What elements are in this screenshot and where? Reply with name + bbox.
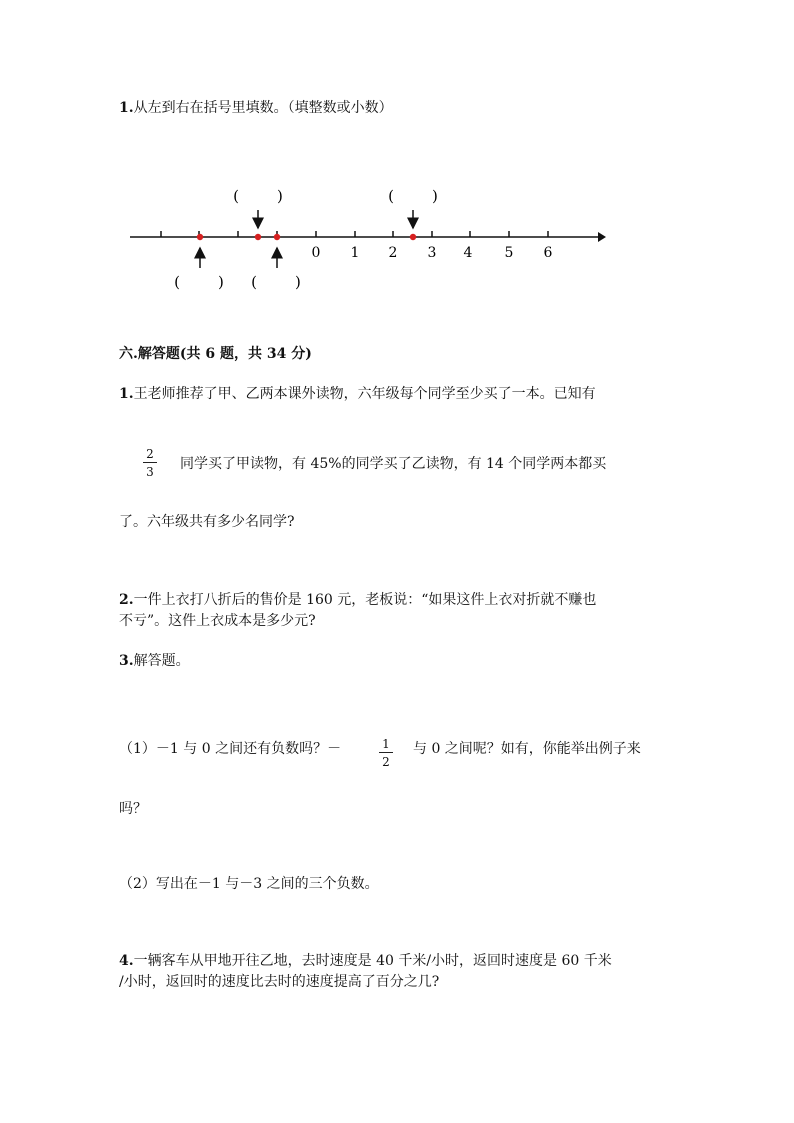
p3-sub1-suffix: 与 0 之间呢？如有，你能举出例子来	[413, 741, 641, 757]
tick-label: 0	[311, 245, 321, 261]
number-line	[0, 170, 794, 310]
point-marker	[274, 234, 280, 240]
p3-sub1-line2: 吗？	[119, 801, 147, 817]
p3-title: 解答题。	[133, 653, 190, 669]
point-marker	[410, 234, 416, 240]
p3-number: 3.	[119, 653, 134, 669]
fraction-numerator: 2	[143, 447, 157, 463]
tick-label: 4	[463, 245, 473, 261]
p2-text: 一件上衣打八折后的售价是 160 元，老板说：“如果这件上衣对折就不赚也	[133, 592, 597, 608]
p2-line1	[119, 590, 596, 610]
tick-label: 1	[350, 245, 360, 261]
answer-bracket[interactable]: ( )	[233, 187, 283, 205]
p2-number: 2.	[119, 592, 134, 608]
point-marker	[255, 234, 261, 240]
p1-line1	[119, 384, 596, 404]
answer-bracket[interactable]: ( )	[251, 273, 301, 291]
section-title: 六.解答题(共 6 题，共 34 分)	[119, 346, 312, 362]
p2-line2: 不亏”。这件上衣成本是多少元?	[119, 613, 316, 629]
p4-number: 4.	[119, 953, 134, 969]
p3-heading	[119, 651, 190, 671]
p4-line1	[119, 951, 612, 971]
fraction-denominator: 2	[382, 755, 390, 769]
fraction-numerator: 1	[379, 737, 393, 753]
axis-arrowhead	[598, 232, 606, 242]
tick-label: 2	[388, 245, 398, 261]
p1-number: 1.	[119, 386, 134, 402]
tick-label: 5	[504, 245, 514, 261]
point-marker	[197, 234, 203, 240]
tick-label: 6	[543, 245, 553, 261]
p1-text: 王老师推荐了甲、乙两本课外读物，六年级每个同学至少买了一本。已知有	[133, 386, 596, 402]
answer-bracket[interactable]: ( )	[388, 187, 438, 205]
p3-fraction	[379, 737, 393, 769]
fraction-denominator: 3	[146, 465, 154, 479]
p3-sub2: （2）写出在－1 与－3 之间的三个负数。	[119, 876, 379, 892]
tick-label: 3	[427, 245, 437, 261]
p4-text: 一辆客车从甲地开往乙地，去时速度是 40 千米/小时，返回时速度是 60 千米	[133, 953, 612, 969]
q1-heading	[119, 98, 393, 118]
q1-number: 1.	[119, 100, 134, 116]
p4-line2: /小时，返回时的速度比去时的速度提高了百分之几?	[119, 974, 440, 990]
q1-text: 从左到右在括号里填数。（填整数或小数）	[133, 100, 393, 116]
p1-fraction	[143, 447, 157, 479]
p3-sub1-prefix: （1）－1 与 0 之间还有负数吗？－	[119, 741, 342, 757]
p1-line3: 了。六年级共有多少名同学?	[119, 514, 295, 530]
answer-bracket[interactable]: ( )	[174, 273, 224, 291]
p1-line2: 同学买了甲读物，有 45%的同学买了乙读物，有 14 个同学两本都买	[180, 456, 607, 472]
